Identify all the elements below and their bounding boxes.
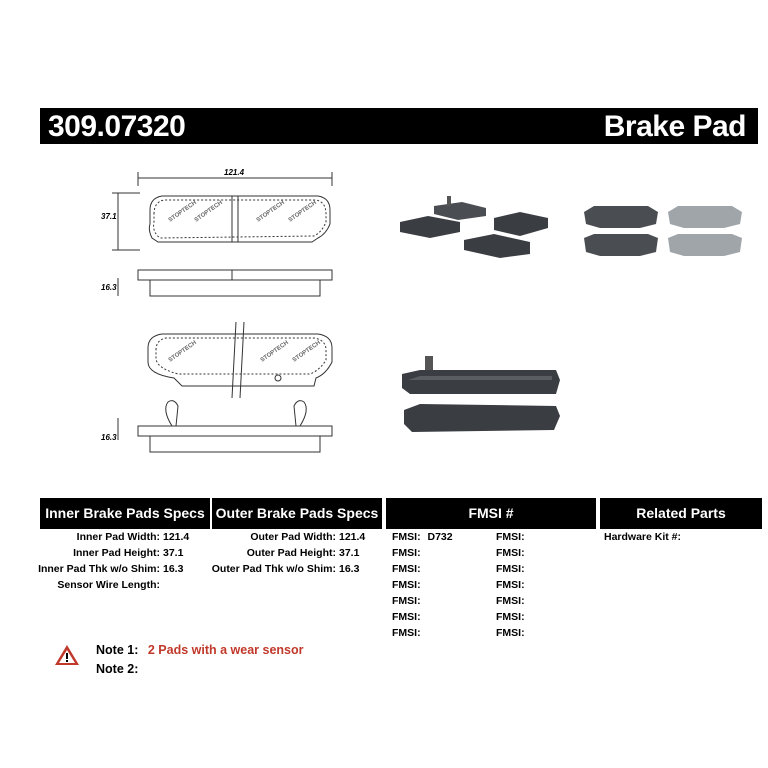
pad-stamp: STOPTECH [167, 340, 198, 364]
fmsi-label: FMSI: [496, 627, 525, 639]
note-1 [96, 643, 303, 657]
thickness-dimension-bottom: 16.3 [101, 433, 117, 442]
pad-stamp: STOPTECH [259, 340, 290, 364]
spec-label: Sensor Wire Length: [57, 579, 160, 591]
fmsi-row [392, 611, 421, 623]
spec-value: 121.4 [163, 531, 190, 543]
hardware-kit-row [604, 531, 681, 543]
fmsi-label: FMSI: [496, 531, 525, 543]
product-type: Brake Pad [603, 110, 746, 143]
height-dimension: 37.1 [101, 212, 117, 221]
fmsi-label: FMSI: [392, 579, 421, 591]
spec-label: Inner Pad Height: [73, 547, 160, 559]
pad-stamp: STOPTECH [287, 200, 318, 224]
fmsi-row [392, 627, 421, 639]
pad-side-photo [402, 356, 560, 432]
thickness-dimension-top: 16.3 [101, 283, 117, 292]
pad-stamp: STOPTECH [255, 200, 286, 224]
note-1-text: 2 Pads with a wear sensor [147, 643, 304, 657]
spec-label: Outer Pad Height: [246, 547, 336, 559]
spec-label: Outer Pad Thk w/o Shim: [211, 563, 336, 575]
fmsi-row [392, 579, 421, 591]
pad-stamp: STOPTECH [193, 200, 224, 224]
note-1-label: Note 1: [96, 643, 139, 657]
related-parts-header: Related Parts [600, 498, 762, 529]
fmsi-label: FMSI: [496, 547, 525, 559]
fmsi-label: FMSI: [392, 611, 421, 623]
fmsi-row [392, 531, 453, 543]
pad-stamp: STOPTECH [167, 200, 198, 224]
width-dimension: 121.4 [224, 168, 245, 177]
pad-pair-photo [584, 206, 742, 256]
fmsi-label: FMSI: [496, 595, 525, 607]
fmsi-row [392, 563, 421, 575]
fmsi-row [392, 547, 421, 559]
spec-label: Outer Pad Width: [250, 531, 336, 543]
fmsi-label: FMSI: [392, 531, 421, 543]
fmsi-header: FMSI # [386, 498, 596, 529]
fmsi-label: FMSI: [392, 627, 421, 639]
note-2-label: Note 2: [96, 662, 139, 676]
part-number: 309.07320 [48, 110, 186, 143]
spec-value: 16.3 [163, 563, 184, 575]
spec-value: 37.1 [163, 547, 184, 559]
note-2 [96, 662, 138, 676]
spec-value: 121.4 [339, 531, 366, 543]
spec-label: Inner Pad Width: [76, 531, 160, 543]
pad-stamp: STOPTECH [291, 340, 322, 364]
spec-label: Inner Pad Thk w/o Shim: [38, 563, 160, 575]
warning-icon [54, 643, 80, 667]
fmsi-label: FMSI: [392, 563, 421, 575]
fmsi-label: FMSI: [496, 579, 525, 591]
fmsi-label: FMSI: [392, 595, 421, 607]
hardware-kit-label: Hardware Kit #: [604, 531, 682, 543]
fmsi-label: FMSI: [392, 547, 421, 559]
outer-specs-header: Outer Brake Pads Specs [212, 498, 382, 529]
spec-value: 37.1 [339, 547, 360, 559]
fmsi-label: FMSI: [496, 611, 525, 623]
fmsi-label: FMSI: [496, 563, 525, 575]
spec-value: 16.3 [339, 563, 360, 575]
fmsi-row [392, 595, 421, 607]
fmsi-value: D732 [427, 531, 453, 543]
pad-set-photo [400, 196, 548, 258]
inner-specs-header: Inner Brake Pads Specs [40, 498, 210, 529]
